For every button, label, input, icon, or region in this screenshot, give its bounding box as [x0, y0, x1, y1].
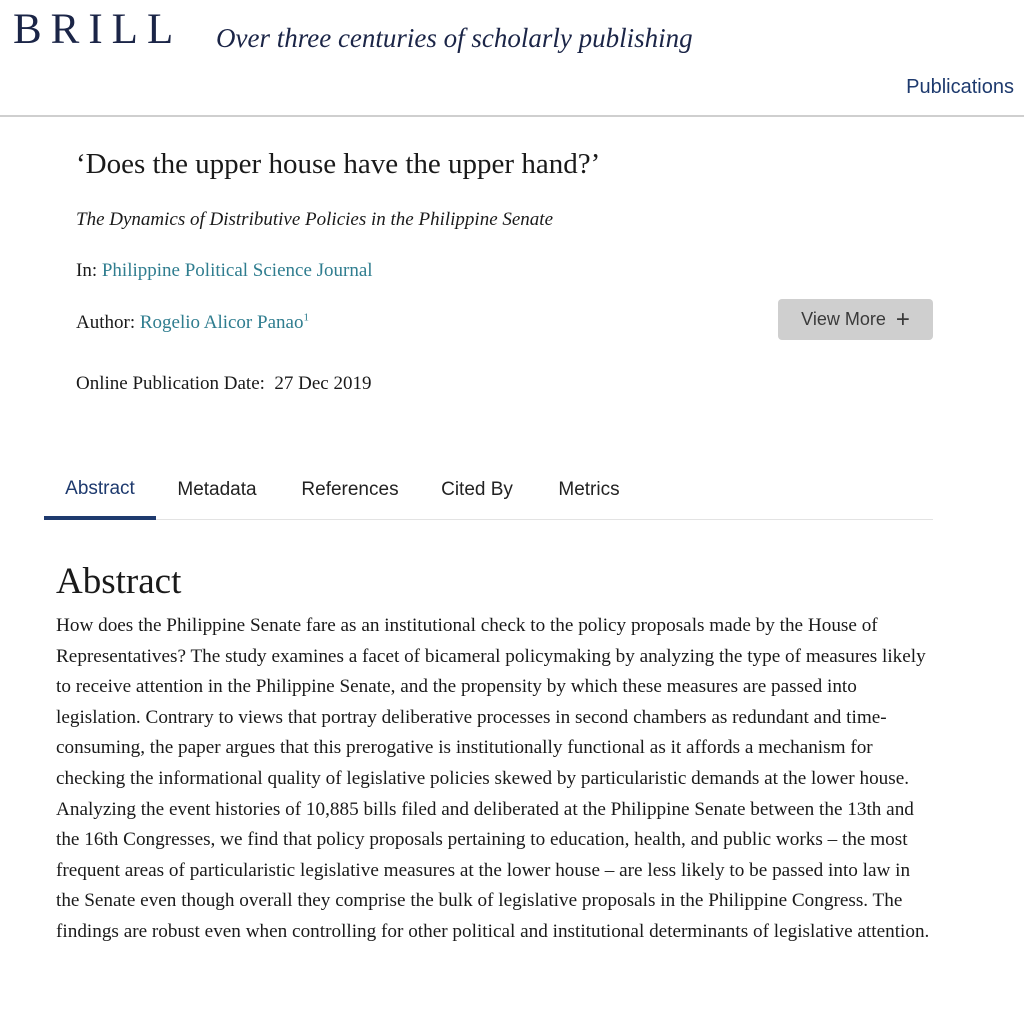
date-label: Online Publication Date:	[76, 373, 265, 394]
author-line	[76, 310, 309, 336]
in-label: In:	[76, 260, 98, 281]
plus-icon: +	[895, 305, 910, 333]
author-link[interactable]	[140, 312, 309, 333]
tab-metrics[interactable]: Metrics	[558, 479, 620, 500]
brill-logo[interactable]: BRILL	[13, 6, 183, 53]
author-name: Rogelio Alicor Panao	[139, 312, 304, 333]
abstract-text: How does the Philippine Senate fare as an institutional check to the policy proposals made by the House of Representatives? The study examines a facet of bicameral policymaking by analyzing the type of measures likely to receive attention in the Philippine Senate, and the propensity by which these measures are passed into legislation. Contrary to views that portray deliberative processes in second chambers as redundant and time-consuming, the paper argues that this prerogative is institutionally functional as it affords a mechanism for checking the informational quality of legislative policies skewed by particularistic demands at the lower house. Analyzing the event histories of 10,885 bills filed and deliberated at the Philippine Senate between the 13th and the 16th Congresses, we find that policy proposals pertaining to education, health, and public works – the most frequent areas of particularistic legislative measures at the lower house – are less likely to be passed into law in the Senate even though overall they comprise the bulk of legislative proposals in the Philippine Congress. The findings are robust even when controlling for other political and institutional determinants of legislative attention.	[56, 615, 930, 942]
tab-cited-by[interactable]: Cited By	[441, 479, 513, 500]
author-affiliation-marker: 1	[303, 311, 309, 324]
site-tagline: Over three centuries of scholarly publishing	[216, 23, 693, 53]
publication-date: 27 Dec 2019	[274, 373, 372, 394]
article-subtitle: The Dynamics of Distributive Policies in the Philippine Senate	[76, 209, 554, 230]
abstract-heading: Abstract	[56, 561, 182, 602]
publication-date-line	[76, 371, 372, 397]
site-header	[0, 0, 1024, 117]
tab-abstract[interactable]: Abstract	[44, 465, 156, 520]
author-label: Author:	[76, 312, 136, 333]
article-title: ‘Does the upper house have the upper hand?’	[76, 148, 601, 180]
tab-references[interactable]: References	[301, 479, 399, 500]
view-more-button[interactable]	[778, 299, 933, 340]
journal-line	[76, 258, 373, 284]
view-more-label: View More	[801, 309, 886, 329]
nav-publications-link[interactable]: Publications	[906, 76, 1014, 98]
tab-metadata[interactable]: Metadata	[177, 479, 257, 500]
journal-link[interactable]: Philippine Political Science Journal	[101, 260, 373, 281]
article-tabs	[44, 465, 933, 520]
